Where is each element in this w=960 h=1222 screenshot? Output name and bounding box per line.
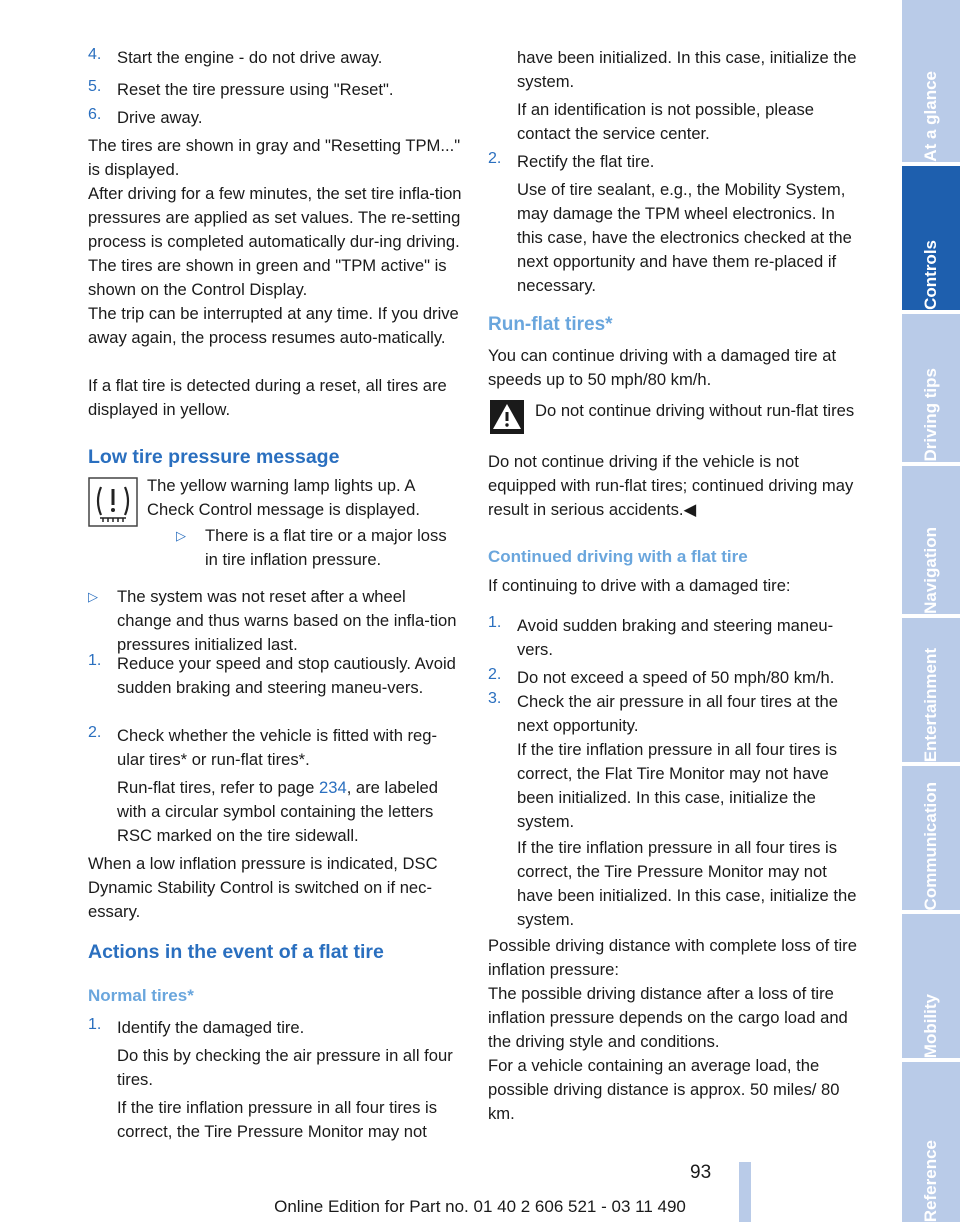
step-number: 3. bbox=[488, 690, 502, 707]
paragraph: If continuing to drive with a damaged tire: bbox=[488, 576, 791, 595]
step-number: 5. bbox=[88, 78, 102, 95]
step-text: Check whether the vehicle is fitted with reg-ular tires* or run-flat tires*. bbox=[117, 726, 438, 769]
paragraph: After driving for a few minutes, the set tire infla-tion pressures are applied as set values. The re-setting process is completed automatically dur-ing driving. The tires are shown in green and "TPM active" is shown on the Control Display. bbox=[88, 184, 462, 299]
subsection-heading: Continued driving with a flat tire bbox=[488, 547, 748, 566]
bullet-item: There is a flat tire or a major loss in tire inflation pressure. bbox=[205, 526, 447, 569]
tab-label: Navigation bbox=[921, 527, 940, 614]
paragraph: The possible driving distance after a loss of tire inflation pressure depends on the cargo load and the driving style and conditions. bbox=[488, 984, 848, 1051]
tab-entertainment[interactable] bbox=[902, 618, 960, 762]
step-text: Identify the damaged tire. bbox=[117, 1018, 305, 1037]
tab-label: At a glance bbox=[921, 71, 940, 162]
step-text: Check the air pressure in all four tires at the next opportunity. bbox=[517, 692, 838, 735]
step-detail: Do this by checking the air pressure in all four tires. bbox=[117, 1046, 453, 1089]
tab-controls[interactable] bbox=[902, 166, 960, 310]
paragraph: When a low inflation pressure is indicated, DSC Dynamic Stability Control is switched on if nec-essary. bbox=[88, 854, 438, 921]
tab-mobility[interactable] bbox=[902, 914, 960, 1058]
paragraph: Possible driving distance with complete loss of tire inflation pressure: bbox=[488, 936, 857, 979]
section-heading: Actions in the event of a flat tire bbox=[88, 941, 384, 963]
bullet-symbol: ▷ bbox=[176, 528, 186, 543]
step-detail: If the tire inflation pressure in all four tires is correct, the Tire Pressure Monitor may not have been initialized. In this case, initialize the system. bbox=[517, 838, 857, 929]
step-detail: Use of tire sealant, e.g., the Mobility System, may damage the TPM wheel electronics. In this case, have the electronics checked at the next opportunity and have them re-placed if necessary. bbox=[517, 180, 852, 295]
step-text: Start the engine - do not drive away. bbox=[117, 48, 383, 67]
bullet-item: The system was not reset after a wheel change and thus warns based on the infla-tion pressures initialized last. bbox=[117, 587, 457, 654]
warning-lamp-text: The yellow warning lamp lights up. A Check Control message is displayed. bbox=[147, 476, 421, 519]
tab-label: Driving tips bbox=[921, 368, 940, 462]
tab-label: Entertainment bbox=[921, 647, 940, 762]
paragraph: The trip can be interrupted at any time. If you drive away again, the process resumes auto-matically. bbox=[88, 304, 459, 347]
step-text: Reduce your speed and stop cautiously. Avoid sudden braking and steering maneu-vers. bbox=[117, 654, 456, 697]
tab-label: Communication bbox=[921, 781, 940, 910]
step-number: 2. bbox=[488, 150, 502, 167]
step-number: 1. bbox=[88, 652, 102, 669]
step-text: Drive away. bbox=[117, 108, 203, 127]
step-detail: have been initialized. In this case, initialize the system. bbox=[517, 48, 857, 91]
step-number: 1. bbox=[88, 1016, 102, 1033]
step-number: 2. bbox=[88, 724, 102, 741]
step-number: 1. bbox=[488, 614, 502, 631]
text: Run-flat tires, refer to page bbox=[117, 778, 319, 797]
subsection-heading: Run-flat tires* bbox=[488, 314, 613, 335]
tab-at-a-glance[interactable] bbox=[902, 0, 960, 162]
text: , are labeled with a circular symbol containing the letters RSC marked on the tire sidewall. bbox=[117, 778, 439, 845]
step-number: 6. bbox=[88, 106, 102, 123]
tab-label: Controls bbox=[921, 240, 940, 310]
step-detail bbox=[117, 776, 464, 848]
paragraph: You can continue driving with a damaged tire at speeds up to 50 mph/80 km/h. bbox=[488, 346, 837, 389]
warning-triangle-icon bbox=[490, 400, 524, 439]
subsection-heading: Normal tires* bbox=[88, 986, 194, 1005]
tab-navigation[interactable] bbox=[902, 466, 960, 614]
paragraph: The tires are shown in gray and "Resetting TPM..." is displayed. bbox=[88, 136, 461, 179]
page-number: 93 bbox=[690, 1162, 712, 1183]
paragraph: For a vehicle containing an average load, the possible driving distance is approx. 50 miles/ 80 km. bbox=[488, 1056, 840, 1123]
footer-text: Online Edition for Part no. 01 40 2 606 521 - 03 11 490 bbox=[274, 1197, 686, 1216]
bullet-symbol: ▷ bbox=[88, 589, 98, 604]
tab-label: Mobility bbox=[921, 993, 940, 1058]
page-link[interactable]: 234 bbox=[319, 778, 347, 797]
step-text: Do not exceed a speed of 50 mph/80 km/h. bbox=[517, 668, 835, 687]
warning-body: Do not continue driving if the vehicle is not equipped with run-flat tires; continued driving may result in serious accidents.◀ bbox=[488, 452, 854, 519]
step-detail: If the tire inflation pressure in all four tires is correct, the Flat Tire Monitor may not have been initialized. In this case, initialize the system. bbox=[517, 740, 838, 831]
step-number: 2. bbox=[488, 666, 502, 683]
tab-communication[interactable] bbox=[902, 766, 960, 910]
tab-driving-tips[interactable] bbox=[902, 314, 960, 462]
step-text: Reset the tire pressure using "Reset". bbox=[117, 80, 394, 99]
tire-pressure-warning-icon bbox=[88, 477, 138, 532]
step-text: Avoid sudden braking and steering maneu-vers. bbox=[517, 616, 834, 659]
step-detail: If an identification is not possible, please contact the service center. bbox=[517, 100, 815, 143]
step-detail: If the tire inflation pressure in all four tires is correct, the Tire Pressure Monitor may not bbox=[117, 1098, 438, 1141]
section-heading: Low tire pressure message bbox=[88, 446, 340, 468]
tab-label: Reference bbox=[921, 1139, 940, 1222]
chapter-sidebar bbox=[902, 0, 960, 1222]
warning-title: Do not continue driving without run-flat tires bbox=[535, 401, 855, 420]
step-text: Rectify the flat tire. bbox=[517, 152, 655, 171]
step-number: 4. bbox=[88, 46, 102, 63]
paragraph: If a flat tire is detected during a reset, all tires are displayed in yellow. bbox=[88, 376, 447, 419]
